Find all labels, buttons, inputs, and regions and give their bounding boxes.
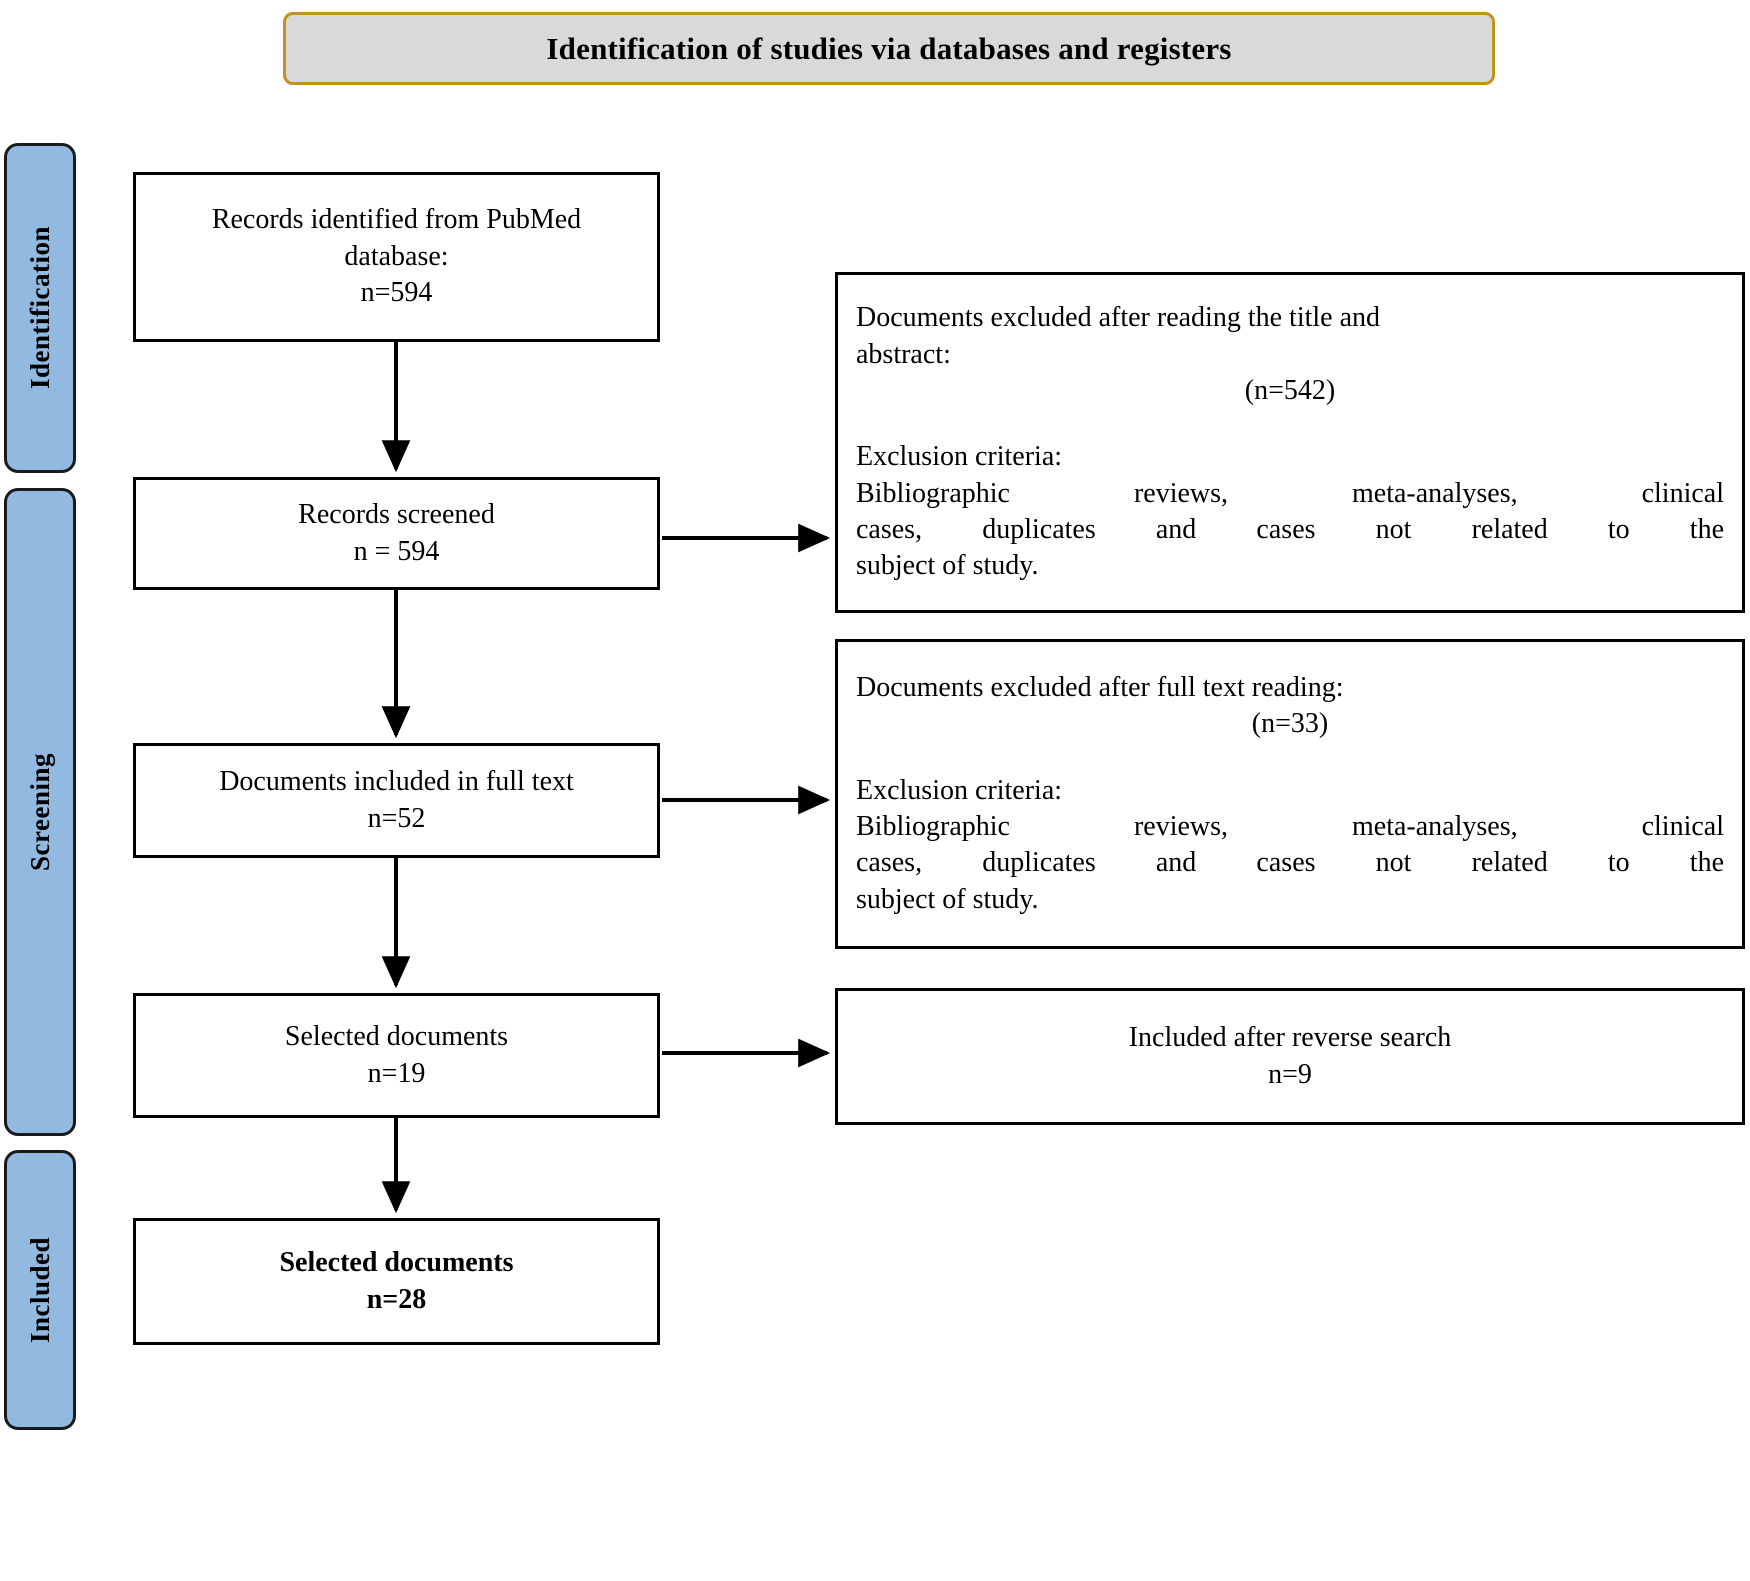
box-records-identified-line1: Records identified from PubMed: [211, 204, 582, 236]
box-records-screened: [133, 477, 660, 590]
page-title: Identification of studies via databases and registers: [546, 30, 1232, 66]
box-records-screened-line1: Records screened: [298, 499, 495, 531]
box-excluded-full-criteria-label: Exclusion criteria:: [856, 774, 1063, 806]
spacer: [856, 743, 1724, 773]
box-excluded-title-count: (n=542): [1244, 374, 1336, 406]
box-excluded-title-abstract: [835, 272, 1745, 613]
stage-label-screening-text: Screening: [24, 753, 55, 871]
box-selected-28-line1: Selected documents: [279, 1247, 514, 1279]
box-selected-documents-28: [133, 1218, 660, 1345]
box-selected-19-count: n=19: [367, 1057, 426, 1089]
box-reverse-count: n=9: [1268, 1058, 1312, 1090]
box-excluded-full-text: [835, 639, 1745, 949]
box-excluded-full-count: (n=33): [1251, 708, 1329, 740]
box-documents-included-full-text: [133, 743, 660, 858]
box-records-identified: [133, 172, 660, 342]
box-records-identified-count: n=594: [360, 277, 433, 309]
box-reverse-line1: Included after reverse search: [1128, 1022, 1452, 1054]
stage-label-identification: [4, 143, 76, 473]
stage-label-screening: [4, 488, 76, 1136]
stage-label-identification-text: Identification: [24, 226, 55, 390]
box-full-text-count: n=52: [367, 802, 426, 834]
stage-label-included: [4, 1150, 76, 1430]
box-excluded-title-criteria-label: Exclusion criteria:: [856, 441, 1063, 473]
stage-label-included-text: Included: [24, 1236, 55, 1344]
box-excluded-title-line2: abstract:: [856, 338, 951, 370]
box-excluded-full-line1: Documents excluded after full text reading:: [856, 671, 1344, 703]
box-excluded-title-criteria-line3: subject of study.: [856, 550, 1039, 582]
box-selected-documents-19: [133, 993, 660, 1118]
box-records-identified-line2: database:: [344, 240, 449, 272]
box-excluded-title-criteria-line1: Bibliographic reviews, meta-analyses, clinical: [856, 477, 1724, 509]
box-excluded-full-criteria-line1: Bibliographic reviews, meta-analyses, clinical: [856, 811, 1724, 842]
box-excluded-full-criteria-line3: subject of study.: [856, 883, 1039, 915]
box-excluded-title-line1: Documents excluded after reading the title and: [856, 302, 1381, 334]
spacer: [856, 409, 1724, 439]
box-full-text-line1: Documents included in full text: [219, 766, 574, 798]
box-selected-19-line1: Selected documents: [284, 1021, 509, 1053]
box-excluded-title-criteria-line2: cases, duplicates and cases not related to the: [856, 514, 1724, 546]
box-selected-28-count: n=28: [366, 1283, 427, 1315]
box-records-screened-count: n = 594: [353, 535, 440, 567]
diagram-title-banner: [283, 12, 1495, 85]
box-included-after-reverse-search: [835, 988, 1745, 1125]
box-excluded-full-criteria-line2: cases, duplicates and cases not related to the: [856, 847, 1724, 879]
